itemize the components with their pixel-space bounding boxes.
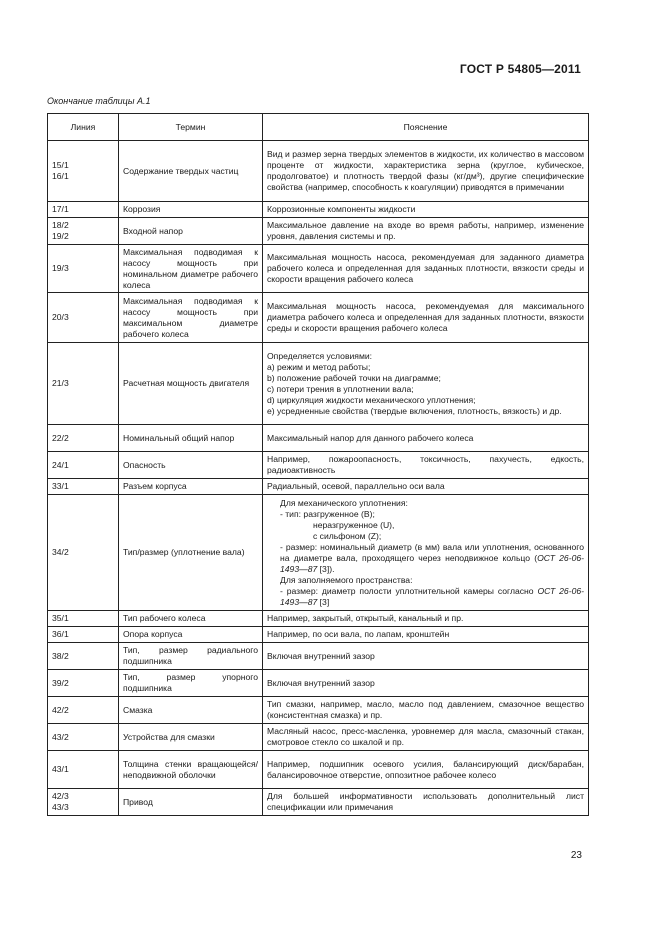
term-cell: Тип, размер радиального подшипника	[119, 643, 263, 670]
desc-line: Для механического уплотнения:	[280, 497, 408, 508]
term-cell: Привод	[119, 789, 263, 816]
description-cell: Масляный насос, пресс-масленка, уровнемер для масла, смазочный стакан, смотровое стекло со шкалой и пр.	[263, 724, 589, 751]
table-row	[48, 293, 589, 343]
line-cell: 35/1	[48, 611, 119, 627]
table-row	[48, 495, 589, 611]
spec-table	[47, 113, 589, 816]
term-cell: Тип рабочего колеса	[119, 611, 263, 627]
line-cell: 42/3 43/3	[48, 789, 119, 816]
table-row	[48, 611, 589, 627]
term-cell: Коррозия	[119, 202, 263, 218]
table-caption: Окончание таблицы А.1	[47, 96, 151, 106]
condition-line: e) усредненные свойства (твердые включения, плотность, вязкость) и др.	[267, 405, 562, 416]
document-code: ГОСТ Р 54805—2011	[459, 62, 581, 76]
desc-paragraph: - размер: номинальный диаметр (в мм) вала или уплотнения, основанного на диаметре вала, проходящего через неподвижное кольцо (ОСТ 26-06-1493—87 [3]).	[280, 541, 584, 574]
line-cell: 18/2 19/2	[48, 218, 119, 245]
term-cell: Тип, размер упорного подшипника	[119, 670, 263, 697]
condition-line: a) режим и метод работы;	[267, 361, 371, 372]
condition-line: c) потери трения в уплотнении вала;	[267, 383, 414, 394]
term-cell: Толщина стенки вращающейся/неподвижной оболочки	[119, 751, 263, 789]
term-cell: Опасность	[119, 452, 263, 479]
description-cell: Радиальный, осевой, параллельно оси вала	[263, 479, 589, 495]
line-cell: 43/1	[48, 751, 119, 789]
description-cell: Включая внутренний зазор	[263, 670, 589, 697]
description-cell: Максимальная мощность насоса, рекомендуемая для заданного диаметра рабочего колеса и определенная для заданных плотности, вязкости среды и скорости вращения рабочего колеса	[263, 245, 589, 293]
line-cell: 19/3	[48, 245, 119, 293]
line-cell: 34/2	[48, 495, 119, 611]
table-row	[48, 141, 589, 202]
term-cell: Содержание твердых частиц	[119, 141, 263, 202]
term-cell: Опора корпуса	[119, 627, 263, 643]
table-row	[48, 724, 589, 751]
condition-line: d) циркуляция жидкости механического уплотнения;	[267, 394, 476, 405]
line-cell: 42/2	[48, 697, 119, 724]
line-cell: 43/2	[48, 724, 119, 751]
description-cell: Коррозионные компоненты жидкости	[263, 202, 589, 218]
line-cell: 15/1 16/1	[48, 141, 119, 202]
term-cell: Номинальный общий напор	[119, 425, 263, 452]
table-row	[48, 425, 589, 452]
description-cell: Максимальный напор для данного рабочего колеса	[263, 425, 589, 452]
term-cell: Входной напор	[119, 218, 263, 245]
description-cell: Максимальное давление на входе во время работы, например, изменение уровня, давления системы и пр.	[263, 218, 589, 245]
desc-line: - тип: разгруженное (B);	[280, 508, 375, 519]
table-row	[48, 479, 589, 495]
term-cell: Смазка	[119, 697, 263, 724]
line-cell: 39/2	[48, 670, 119, 697]
table-row	[48, 202, 589, 218]
term-cell: Устройства для смазки	[119, 724, 263, 751]
term-cell: Разъем корпуса	[119, 479, 263, 495]
table-row	[48, 218, 589, 245]
line-cell: 20/3	[48, 293, 119, 343]
description-cell: Включая внутренний зазор	[263, 643, 589, 670]
desc-line: с сильфоном (Z);	[313, 530, 382, 541]
description-cell: Например, по оси вала, по лапам, кронштейн	[263, 627, 589, 643]
table-row	[48, 452, 589, 479]
table-row	[48, 670, 589, 697]
term-cell: Максимальная подводимая к насосу мощность при номинальном диаметре рабочего колеса	[119, 245, 263, 293]
term-cell: Расчетная мощность двигателя	[119, 343, 263, 425]
description-cell	[263, 495, 589, 611]
table-row	[48, 789, 589, 816]
table-row	[48, 245, 589, 293]
description-cell: Для большей информативности использовать дополнительный лист спецификации или примечания	[263, 789, 589, 816]
line-cell: 36/1	[48, 627, 119, 643]
description-cell: Максимальная мощность насоса, рекомендуемая для максимального диаметра рабочего колеса и определенная для заданных плотности, вязкости среды и скорости вращения рабочего колеса	[263, 293, 589, 343]
page-number: 23	[570, 850, 582, 861]
line-cell: 38/2	[48, 643, 119, 670]
header-description: Пояснение	[263, 114, 589, 141]
term-cell: Максимальная подводимая к насосу мощность при максимальном диаметре рабочего колеса	[119, 293, 263, 343]
description-cell: Например, закрытый, открытый, канальный и пр.	[263, 611, 589, 627]
table-row	[48, 697, 589, 724]
desc-line: Для заполняемого пространства:	[280, 574, 413, 585]
line-cell: 22/2	[48, 425, 119, 452]
desc-line: неразгруженное (U),	[313, 519, 395, 530]
description-cell: Тип смазки, например, масло, масло под давлением, смазочное вещество (консистентная смазка) и пр.	[263, 697, 589, 724]
line-cell: 24/1	[48, 452, 119, 479]
table-row	[48, 627, 589, 643]
table-row	[48, 343, 589, 425]
header-line: Линия	[48, 114, 119, 141]
table-row	[48, 751, 589, 789]
condition-line: b) положение рабочей точки на диаграмме;	[267, 372, 441, 383]
condition-line: Определяется условиями:	[267, 350, 373, 361]
table-row	[48, 643, 589, 670]
header-term: Термин	[119, 114, 263, 141]
description-cell: Например, подшипник осевого усилия, балансирующий диск/барабан, балансировочное отверстие, оппозитное рабочее колесо	[263, 751, 589, 789]
description-cell: Например, пожароопасность, токсичность, пахучесть, едкость, радиоактивность	[263, 452, 589, 479]
line-cell: 33/1	[48, 479, 119, 495]
table-header-row	[48, 114, 589, 141]
description-cell	[263, 343, 589, 425]
line-cell: 21/3	[48, 343, 119, 425]
line-cell: 17/1	[48, 202, 119, 218]
term-cell: Тип/размер (уплотнение вала)	[119, 495, 263, 611]
desc-paragraph: - размер: диаметр полости уплотнительной камеры согласно ОСТ 26-06-1493—87 [3]	[280, 585, 584, 607]
description-cell: Вид и размер зерна твердых элементов в жидкости, их количество в массовом проценте от жидкости, характеристика зерна (круглое, кубическое, продолговатое) и плотность твердой фазы (кг/дм³), другие специфические свойства (например, способность к коагуляции) приводятся в примечании	[263, 141, 589, 202]
